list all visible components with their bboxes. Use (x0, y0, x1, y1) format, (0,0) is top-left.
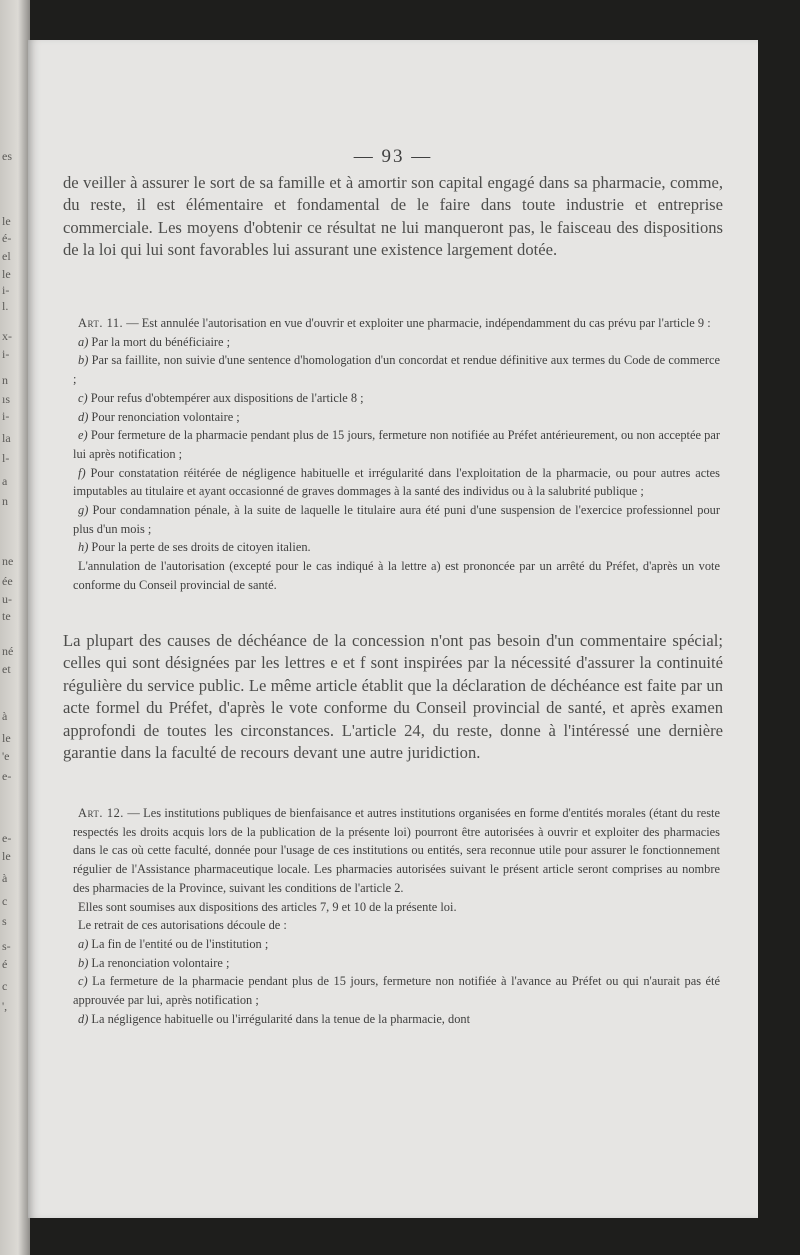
margin-fragment: te (2, 609, 11, 623)
margin-fragment: ıs (2, 392, 11, 406)
article-11-item (73, 538, 720, 557)
margin-fragment: à (2, 709, 8, 723)
article-11-item-letter: d) (78, 409, 89, 424)
commentary-paragraph (63, 630, 723, 764)
article-11-items (73, 333, 720, 557)
article-12-item-text: La renonciation volontaire ; (88, 955, 230, 970)
margin-fragment: es (2, 149, 12, 163)
article-12-item-letter: c) (78, 974, 88, 989)
article-12-item (73, 972, 720, 1009)
article-11-item (73, 464, 720, 501)
article-11-item-letter: c) (78, 390, 88, 405)
margin-fragment: ne (2, 554, 14, 568)
margin-fragment: é (2, 957, 8, 971)
article-11-item (73, 333, 720, 352)
margin-fragment: x- (2, 329, 12, 343)
article-12-item (73, 954, 720, 973)
margin-fragment: s (2, 914, 7, 928)
article-11-item-letter: h) (78, 540, 89, 555)
article-11-item-letter: e) (78, 428, 88, 443)
margin-fragment: et (2, 662, 11, 676)
article-11-item-text: Par sa faillite, non suivie d'une sentence d'homologation d'un concordat et rendue définitive aux termes du Code de commerce ; (73, 353, 720, 387)
article-11-item-text: Pour condamnation pénale, à la suite de laquelle le titulaire aura été puni d'une suspension de l'exercice professionnel pour plus d'un mois ; (73, 503, 720, 536)
article-11-item (73, 408, 720, 427)
commentary-text: La plupart des causes de déchéance de la concession n'ont pas besoin d'un commentaire spécial; celles qui sont désignées par les lettres e et f sont inspirées par la nécessité d'assurer la continuité régulière du service public. Le même article établit que la déclaration de déchéance est faite par un acte formel du Préfet, d'après le vote conforme du Conseil provincial de santé, et après examen approfondi de toutes les circonstances. L'article 24, du reste, donne à l'intéressé une dernière garantie dans la faculté de recours devant une autre juridiction. (63, 631, 723, 763)
article-11-closing: L'annulation de l'autorisation (excepté pour le cas indiqué à la lettre a) est prononcée par un arrêté du Préfet, d'après un vote conforme du Conseil provincial de santé. (73, 559, 720, 592)
article-12-item-text: La fin de l'entité ou de l'institution ; (88, 936, 269, 951)
margin-fragment: s- (2, 939, 11, 953)
article-12-item-letter: d) (78, 1011, 89, 1026)
article-12-item-letter: a) (78, 936, 89, 951)
article-12-label: Art. 12. (78, 806, 124, 820)
margin-fragment: ée (2, 574, 13, 588)
margin-fragment: 'e (2, 749, 10, 763)
article-12-para2: Elles sont soumises aux dispositions des articles 7, 9 et 10 de la présente loi. (78, 899, 457, 914)
article-12 (73, 804, 720, 1028)
margin-fragment: i- (2, 283, 10, 297)
article-12-item (73, 1010, 720, 1029)
margin-fragment: à (2, 871, 8, 885)
article-12-item-letter: b) (78, 955, 89, 970)
article-12-lead (73, 804, 720, 898)
margin-fragment: né (2, 644, 14, 658)
margin-fragment: i- (2, 347, 10, 361)
margin-fragment: l. (2, 299, 9, 313)
margin-fragment: e- (2, 769, 12, 783)
article-12-item-text: La négligence habituelle ou l'irrégularité dans la tenue de la pharmacie, dont (88, 1011, 471, 1026)
article-11-item-text: Pour constatation réitérée de négligence habituelle et irrégularité dans l'exploitation de la pharmacie, ou pour autres actes imputables au titulaire et ayant occasionné de graves dommages à la santé des individus ou à la salubrité publique ; (73, 465, 720, 499)
article-11-item (73, 426, 720, 463)
article-11-item-letter: b) (78, 353, 89, 368)
article-11-item-text: Pour refus d'obtempérer aux dispositions de l'article 8 ; (87, 390, 364, 405)
margin-fragment: a (2, 474, 8, 488)
article-11-item-letter: a) (78, 334, 89, 349)
article-12-item-text: La fermeture de la pharmacie pendant plus de 15 jours, fermeture non notifiée à l'avance au Préfet ou qui n'aurait pas été approuvée par lui, après notification ; (73, 974, 720, 1008)
article-11-lead (73, 314, 720, 333)
page-number: — 93 — (353, 146, 433, 167)
adjacent-page-edge (0, 0, 30, 1255)
margin-fragment: le (2, 849, 11, 863)
article-11-item-letter: f) (78, 465, 86, 480)
article-11-item-text: Par la mort du bénéficiaire ; (88, 334, 231, 349)
article-12-item (73, 935, 720, 954)
article-11-item-text: Pour la perte de ses droits de citoyen italien. (88, 540, 311, 555)
margin-fragment: e- (2, 831, 12, 845)
margin-fragment: la (2, 431, 11, 445)
margin-fragment: c (2, 979, 8, 993)
article-12-items (73, 935, 720, 1029)
margin-fragment: l- (2, 451, 10, 465)
article-11-item-text: Pour renonciation volontaire ; (88, 409, 240, 424)
margin-fragment: n (2, 373, 8, 387)
document-page (28, 40, 758, 1218)
margin-fragment: ', (2, 999, 8, 1013)
margin-fragment: é- (2, 231, 12, 245)
article-11-lead-text: — Est annulée l'autorisation en vue d'ouvrir et exploiter une pharmacie, indépendamment du cas prévu par l'article 9 : (126, 316, 711, 330)
article-12-para3: Le retrait de ces autorisations découle de : (78, 918, 287, 933)
margin-fragment: le (2, 214, 11, 228)
margin-fragment: n (2, 494, 8, 508)
intro-text: de veiller à assurer le sort de sa famille et à amortir son capital engagé dans sa pharmacie, comme, du reste, il est élémentaire et fondamental de le faire dans toute industrie et entreprise commerciale. Les moyens d'obtenir ce résultat ne lui manqueront pas, le faisceau des dispositions de la loi qui lui sont favorables lui assurant une existence largement dotée. (63, 173, 723, 260)
article-11-item (73, 389, 720, 408)
article-12-lead-text: — Les institutions publiques de bienfaisance et autres institutions organisées en forme d'entités morales (étant du reste respectés les droits acquis lors de la publication de la présente loi) pourront être autorisées à ouvrir et exploiter des pharmacies dans le cas où cette faculté, donnée pour l'usage de ces institutions ou entités, sera reconnue utile pour assurer le fonctionnement régulier de l'Assistance pharmaceutique locale. Les pharmacies autorisées suivant le présent article seront comprises au nombre des pharmacies de la Province, suivant les conditions de l'article 2. (73, 806, 720, 895)
margin-fragment: c (2, 894, 8, 908)
article-11 (73, 314, 720, 595)
margin-fragment: u- (2, 592, 12, 606)
margin-fragment: le (2, 731, 11, 745)
margin-fragment: le (2, 267, 11, 281)
margin-fragment: i- (2, 409, 10, 423)
article-11-item (73, 501, 720, 538)
article-11-item-letter: g) (78, 503, 89, 518)
article-11-item (73, 351, 720, 388)
margin-fragment: el (2, 249, 11, 263)
article-11-label: Art. 11. (78, 316, 124, 330)
intro-paragraph (63, 172, 723, 262)
article-11-item-text: Pour fermeture de la pharmacie pendant plus de 15 jours, fermeture non notifiée au Préfet antérieurement, ou non acceptée par lui après notification ; (73, 428, 720, 461)
